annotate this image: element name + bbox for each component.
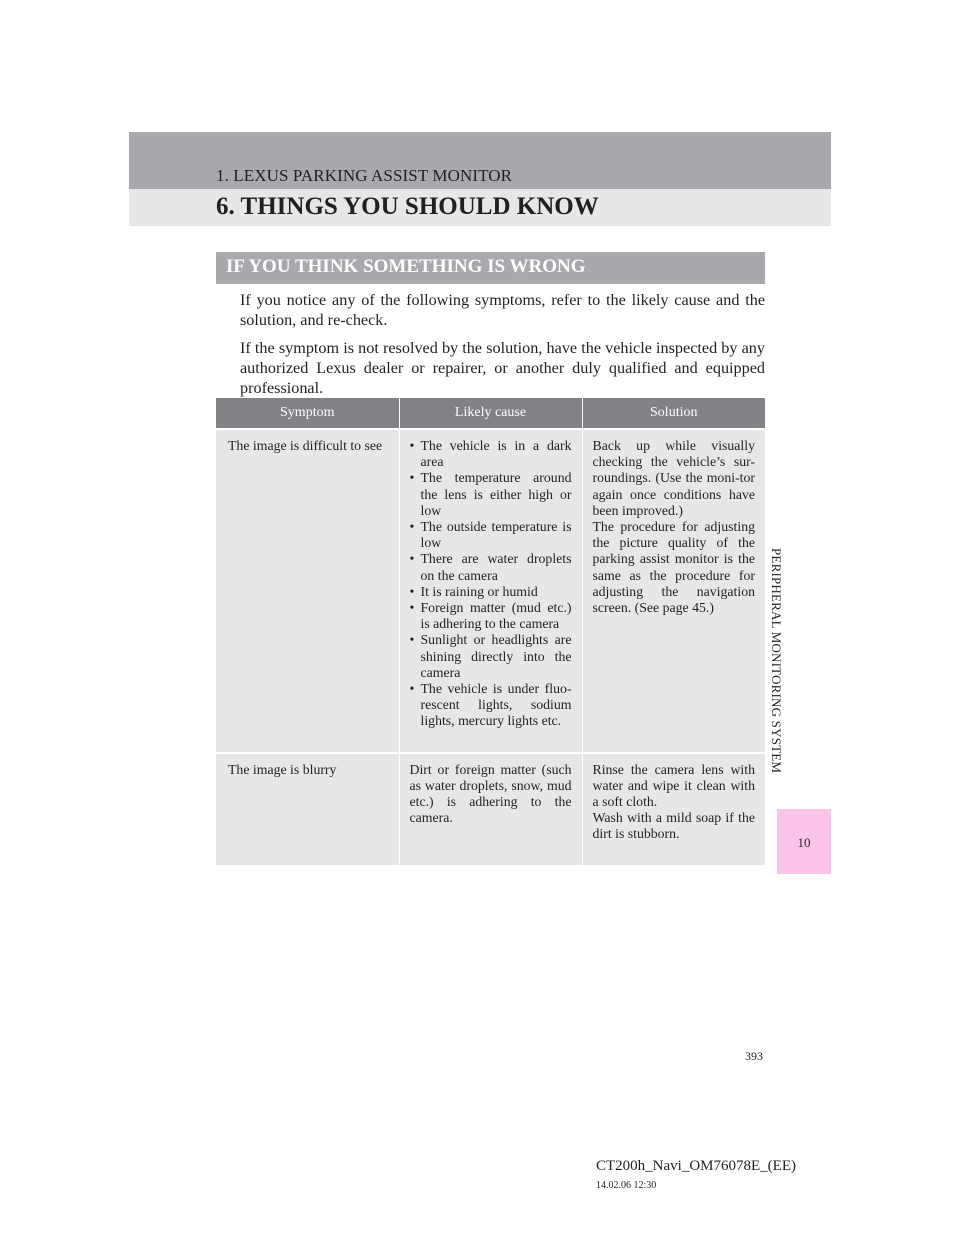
table-row bbox=[216, 429, 765, 753]
cause-item: • It is raining or humid bbox=[410, 584, 572, 600]
section-label: 1. LEXUS PARKING ASSIST MONITOR bbox=[216, 166, 513, 185]
sidebar-chapter-title: PERIPHERAL MONITORING SYSTEM bbox=[769, 548, 784, 774]
solution-text: Back up while visually checking the vehicle’s sur-roundings. (Use the moni-tor again once conditions have been improved.) bbox=[592, 438, 755, 518]
subsection-heading: IF YOU THINK SOMETHING IS WRONG bbox=[226, 256, 586, 277]
intro-text bbox=[240, 290, 765, 406]
print-timestamp: 14.02.06 12:30 bbox=[596, 1180, 657, 1191]
symptom-cell: The image is blurry bbox=[216, 753, 399, 865]
symptom-cell: The image is difficult to see bbox=[216, 429, 399, 753]
cause-item: • The vehicle is under fluo-rescent lights, sodium lights, mercury lights etc. bbox=[410, 681, 572, 730]
column-header-likely-cause: Likely cause bbox=[399, 398, 582, 429]
column-header-solution: Solution bbox=[582, 398, 765, 429]
cause-item: • There are water droplets on the camera bbox=[410, 551, 572, 583]
table-header-row bbox=[216, 398, 765, 429]
solution-text: The procedure for adjusting the picture quality of the parking assist monitor is the same as the procedure for adjusting the navigation screen. (See page 45.) bbox=[592, 519, 755, 616]
cause-item: • The temperature around the lens is either high or low bbox=[410, 470, 572, 519]
page-number: 393 bbox=[745, 1049, 763, 1063]
cause-item: • The vehicle is in a dark area bbox=[410, 438, 572, 470]
chapter-number: 10 bbox=[797, 835, 811, 850]
page-title: 6. THINGS YOU SHOULD KNOW bbox=[216, 193, 599, 220]
column-header-symptom: Symptom bbox=[216, 398, 399, 429]
solution-text: Rinse the camera lens with water and wipe it clean with a soft cloth. bbox=[592, 761, 755, 810]
solution-cell bbox=[582, 753, 765, 865]
cause-cell bbox=[399, 429, 582, 753]
cause-cell: Dirt or foreign matter (such as water droplets, snow, mud etc.) is adhering to the camera. bbox=[399, 753, 582, 865]
solution-cell bbox=[582, 429, 765, 753]
cause-item: • The outside temperature is low bbox=[410, 519, 572, 551]
symptom-table bbox=[216, 398, 765, 865]
cause-item: • Foreign matter (mud etc.) is adhering to the camera bbox=[410, 600, 572, 632]
intro-paragraph: If you notice any of the following symptoms, refer to the likely cause and the solution, and re-check. bbox=[240, 291, 765, 329]
table-row bbox=[216, 753, 765, 865]
intro-paragraph: If the symptom is not resolved by the solution, have the vehicle inspected by any authorized Lexus dealer or repairer, or another duly qualified and equipped professional. bbox=[240, 339, 765, 397]
cause-item: • Sunlight or headlights are shining directly into the camera bbox=[410, 632, 572, 681]
document-code: CT200h_Navi_OM76078E_(EE) bbox=[596, 1158, 796, 1174]
cause-list bbox=[410, 438, 572, 730]
solution-text: Wash with a mild soap if the dirt is stubborn. bbox=[592, 810, 755, 842]
